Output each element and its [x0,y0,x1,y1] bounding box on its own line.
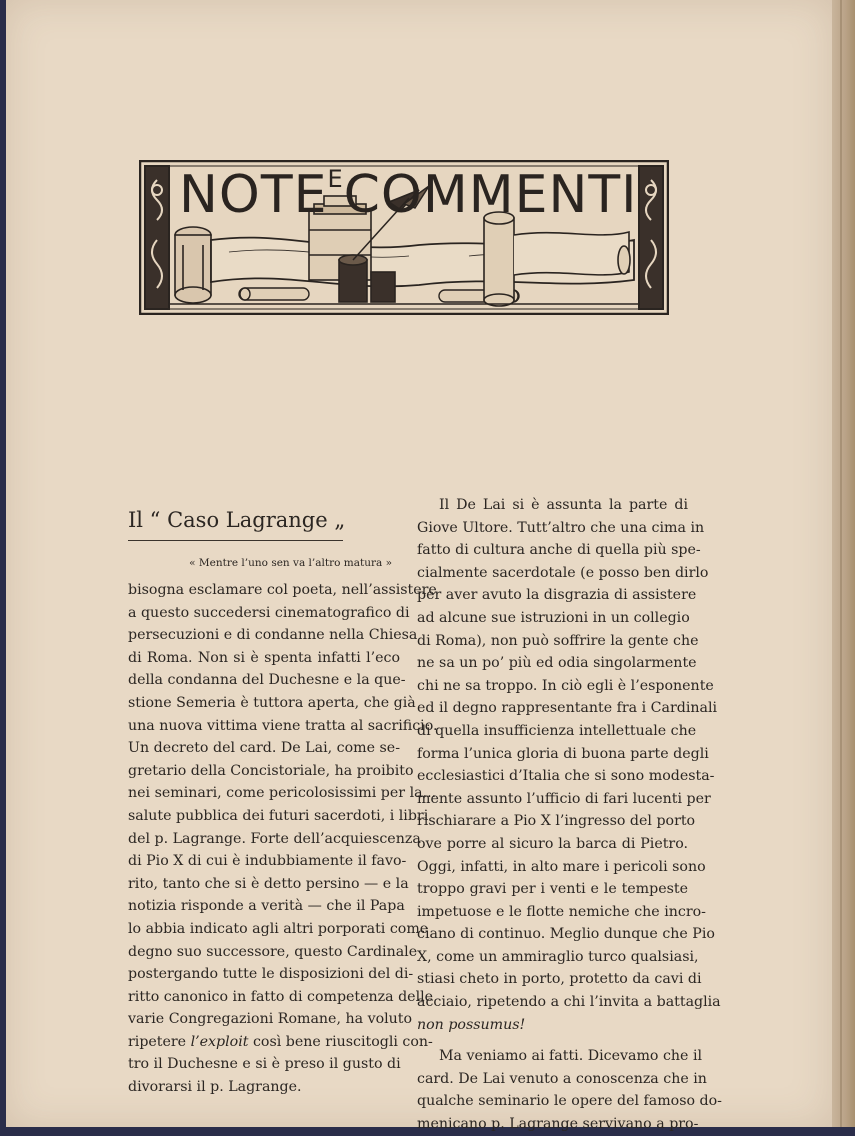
text-line: mente assunto l’ufficio di fari lucenti per [417,790,711,807]
text-line: salute pubblica dei futuri sacerdoti, i libri [128,807,429,824]
text-line: ecclesiastici d’Italia che si sono modesta- [417,768,715,785]
left-column [128,497,438,1099]
text-line: ciano di continuo. Meglio dunque che Pio [417,926,715,943]
text-line: ed il degno rappresentante fra i Cardinali [417,700,718,717]
text-line: di Roma. Non si è spenta infatti l’eco [128,649,400,666]
text-line: nei seminari, come pericolosissimi per la... [128,785,437,802]
text-line: Oggi, infatti, in alto mare i pericoli sono [417,858,706,875]
text-line: stiasi cheto in porto, protetto da cavi di [417,971,702,988]
text-line: notizia risponde a verità — che il Papa [128,898,405,915]
text-line: Giove Ultore. Tutt’altro che una cima in [417,519,705,536]
text-line: lo abbia indicato agli altri porporati come [128,920,429,937]
text-line: di quella insufficienza intellettuale che [417,722,697,739]
text-fragment: così bene riuscitogli con- [252,1033,433,1050]
text-line: card. De Lai venuto a conoscenza che in [417,1070,707,1087]
text-line: impetuose e le flotte nemiche che incro- [417,903,706,920]
text-line: cialmente sacerdotale (e posso ben dirlo [417,564,709,581]
text-line: chi ne sa troppo. In ciò egli è l’esponente [417,677,714,694]
text-line: stione Semeria è tuttora aperta, che già [128,694,416,711]
text-line: Il De Lai si è assunta la parte di [439,497,688,513]
text-line: tro il Duchesne e si è preso il gusto di [128,1056,401,1073]
banner-title-e: E [327,165,344,193]
left-column-text [128,579,438,1099]
header-banner [139,160,669,315]
text-line: una nuova vittima viene tratta al sacrificio. [128,717,438,734]
text-line: per aver avuto la disgrazia di assistere [417,587,697,604]
text-line: del p. Lagrange. Forte dell’acquiescenza [128,830,421,847]
text-line: a questo succedersi cinematografico di [128,604,410,621]
text-line: gretario della Concistoriale, ha proibito [128,762,414,779]
italic-exploit: l’exploit [190,1033,249,1050]
text-line: della condanna del Duchesne e la que- [128,672,406,689]
text-line: ne sa un po’ più ed odia singolarmente [417,655,697,672]
text-line: persecuzioni e di condanne nella Chiesa [128,627,418,644]
text-line: Un decreto del card. De Lai, come se- [128,740,400,757]
paragraph-gap [417,1036,688,1045]
text-line: ritto canonico in fatto di competenza delle [128,988,434,1005]
text-line: acciaio, ripetendo a chi l’invita a battaglia [417,994,721,1011]
text-line: varie Congregazioni Romane, ha voluto [128,1011,413,1028]
text-line [417,1014,688,1037]
article-title: Il “ Caso Lagrange „ [128,505,343,541]
text-line: di Roma), non può soffrire la gente che [417,632,699,649]
text-line: ad alcune sue istruzioni in un collegio [417,609,690,626]
epigraph: « Mentre l’uno sen va l’altro matura » [189,557,392,569]
text-line: troppo gravi per i venti e le tempeste [417,881,688,898]
right-column [417,494,722,1136]
text-line: X, come un ammiraglio turco qualsiasi, [417,948,699,965]
text-line: qualche seminario le opere del famoso do- [417,1093,722,1110]
page-edge-line [840,0,842,1127]
text-line: Ma veniamo ai fatti. Dicevamo che il [439,1048,703,1065]
banner-title-note: NOTE [179,165,328,225]
banner-title [179,164,638,226]
text-line [128,1031,433,1054]
text-fragment: ripetere [128,1033,187,1050]
right-column-paragraph-1 [417,494,721,1036]
text-line: degno suo successore, questo Cardinale [128,943,418,960]
text-line: rischiarare a Pio X l’ingresso del porto [417,813,696,830]
left-ornament [145,166,169,309]
banner-title-commenti: COMMENTI [343,165,638,225]
text-line: menicano p. Lagrange servivano a pro- [417,1116,699,1133]
page-edge [832,0,855,1127]
text-line: divorarsi il p. Lagrange. [128,1079,302,1096]
text-line: forma l’unica gloria di buona parte degli [417,745,709,762]
right-ornament [639,166,663,309]
left-scroll [175,227,211,303]
text-line: di Pio X di cui è indubbiamente il favo- [128,853,407,870]
italic-non-possumus: non possumus! [417,1016,526,1033]
text-line: bisogna esclamare col poeta, nell’assistere [128,582,437,598]
text-line: rito, tanto che si è detto persino — e la [128,875,409,892]
text-line: postergando tutte le disposizioni del di- [128,966,414,983]
text-line: ove porre al sicuro la barca di Pietro. [417,835,688,852]
right-column-paragraph-2 [417,1045,722,1135]
text-line: fatto di cultura anche di quella più spe- [417,542,701,559]
